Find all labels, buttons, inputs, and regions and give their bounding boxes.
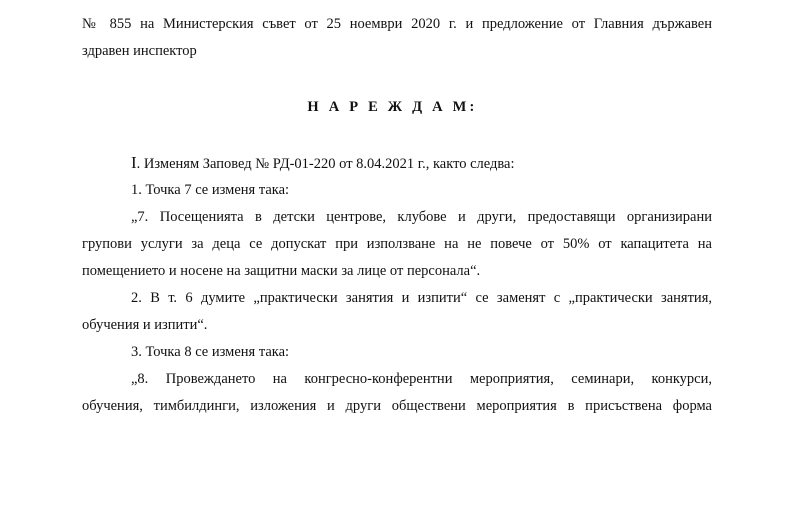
order-heading: Н А Р Е Ж Д А М: xyxy=(307,99,478,115)
section-1-line xyxy=(131,154,515,173)
para-7-line-1: „7. Посещенията в детски центрове, клубове и други, предоставящи организирани xyxy=(131,209,712,225)
item-1-text: . Точка 7 се изменя така: xyxy=(138,182,290,198)
para-8-line-2: обучения, тимбилдинги, изложения и други обществени мероприятия в присъствена форма xyxy=(82,398,712,414)
item-3-line xyxy=(131,343,289,361)
item-2-line-1 xyxy=(131,289,712,307)
intro-line-2: здравен инспектор xyxy=(82,43,197,59)
item-1-line xyxy=(131,181,289,199)
intro-line-1: № 855 на Министерския съвет от 25 ноември 2020 г. и предложение от Главния държавен xyxy=(82,16,712,32)
para-8-line-1: „8. Провеждането на конгресно-конферентни мероприятия, семинари, конкурси, xyxy=(131,371,712,387)
section-1-text: . Изменям Заповед № РД-01-220 от 8.04.2021 г., както следва: xyxy=(136,156,515,172)
item-3-number: 3 xyxy=(131,344,139,360)
item-2-line-2: обучения и изпити“. xyxy=(82,317,208,333)
item-2-text-1: . В т. 6 думите „практически занятия и изпити“ се заменят с „практически занятия, xyxy=(138,290,712,306)
item-3-text: . Точка 8 се изменя така: xyxy=(138,344,290,360)
section-1-numeral: I xyxy=(131,153,137,172)
item-2-number: 2 xyxy=(131,290,139,306)
para-7-line-2: групови услуги за деца се допускат при използване на не повече от 50% от капацитета на xyxy=(82,236,712,252)
para-7-line-3: помещението и носене на защитни маски за лице от персонала“. xyxy=(82,263,481,279)
cut-off-top-line xyxy=(82,0,712,2)
item-1-number: 1 xyxy=(131,182,139,198)
